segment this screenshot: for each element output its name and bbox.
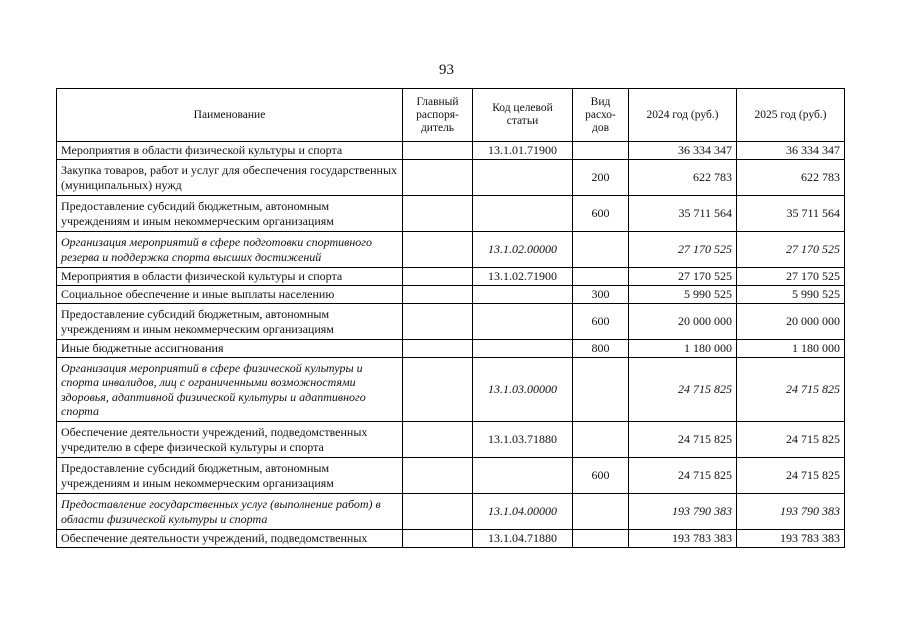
row-manager-cell	[403, 286, 473, 304]
row-amount-2024-cell: 35 711 564	[629, 196, 737, 232]
row-name-cell: Предоставление государственных услуг (выполнение работ) в области физической культуры и спорта	[57, 494, 403, 530]
row-name-cell: Мероприятия в области физической культуры и спорта	[57, 268, 403, 286]
row-expense-kind-cell	[573, 530, 629, 548]
row-name-cell: Предоставление субсидий бюджетным, автономным учреждениям и иным некоммерческим организациям	[57, 304, 403, 340]
row-amount-2024-cell: 1 180 000	[629, 340, 737, 358]
row-amount-2025-cell: 5 990 525	[737, 286, 845, 304]
header-2024: 2024 год (руб.)	[629, 89, 737, 142]
row-target-code-cell	[473, 160, 573, 196]
row-target-code-cell	[473, 304, 573, 340]
row-name-cell: Предоставление субсидий бюджетным, автономным учреждениям и иным некоммерческим организациям	[57, 196, 403, 232]
row-amount-2025-cell: 27 170 525	[737, 268, 845, 286]
row-amount-2024-cell: 27 170 525	[629, 232, 737, 268]
row-manager-cell	[403, 196, 473, 232]
table-row	[57, 340, 845, 358]
row-target-code-cell: 13.1.03.00000	[473, 358, 573, 422]
row-manager-cell	[403, 422, 473, 458]
row-name-cell: Обеспечение деятельности учреждений, подведомственных учредителю в сфере физической культуры и спорта	[57, 422, 403, 458]
row-name-cell: Предоставление субсидий бюджетным, автономным учреждениям и иным некоммерческим организациям	[57, 458, 403, 494]
row-amount-2025-cell: 36 334 347	[737, 142, 845, 160]
row-amount-2024-cell: 36 334 347	[629, 142, 737, 160]
row-expense-kind-cell	[573, 358, 629, 422]
table-row	[57, 494, 845, 530]
row-amount-2024-cell: 24 715 825	[629, 422, 737, 458]
row-target-code-cell	[473, 458, 573, 494]
table-row	[57, 422, 845, 458]
table-row	[57, 160, 845, 196]
table-row	[57, 530, 845, 548]
row-amount-2025-cell: 24 715 825	[737, 358, 845, 422]
table-row	[57, 142, 845, 160]
table-header-row	[57, 89, 845, 142]
row-amount-2025-cell: 20 000 000	[737, 304, 845, 340]
row-name-cell: Организация мероприятий в сфере физической культуры и спорта инвалидов, лиц с ограниченными возможностями здоровья, адаптивной физической культуры и адаптивного спорта	[57, 358, 403, 422]
row-expense-kind-cell	[573, 422, 629, 458]
page-number: 93	[439, 62, 454, 78]
row-target-code-cell	[473, 196, 573, 232]
table-row	[57, 268, 845, 286]
row-expense-kind-cell	[573, 142, 629, 160]
row-amount-2025-cell: 622 783	[737, 160, 845, 196]
header-expense-kind: Вид расхо-дов	[573, 89, 629, 142]
row-name-cell: Иные бюджетные ассигнования	[57, 340, 403, 358]
row-manager-cell	[403, 458, 473, 494]
table-row	[57, 304, 845, 340]
row-expense-kind-cell: 600	[573, 458, 629, 494]
header-2025: 2025 год (руб.)	[737, 89, 845, 142]
row-name-cell: Закупка товаров, работ и услуг для обеспечения государственных (муниципальных) нужд	[57, 160, 403, 196]
row-target-code-cell: 13.1.04.71880	[473, 530, 573, 548]
row-expense-kind-cell: 300	[573, 286, 629, 304]
row-amount-2025-cell: 24 715 825	[737, 422, 845, 458]
row-name-cell: Организация мероприятий в сфере подготовки спортивного резерва и поддержка спорта высших достижений	[57, 232, 403, 268]
row-target-code-cell: 13.1.01.71900	[473, 142, 573, 160]
row-manager-cell	[403, 304, 473, 340]
row-amount-2024-cell: 5 990 525	[629, 286, 737, 304]
row-name-cell: Мероприятия в области физической культуры и спорта	[57, 142, 403, 160]
header-main-manager: Главный распоря-дитель	[403, 89, 473, 142]
row-manager-cell	[403, 142, 473, 160]
row-amount-2024-cell: 622 783	[629, 160, 737, 196]
row-target-code-cell: 13.1.02.71900	[473, 268, 573, 286]
row-target-code-cell: 13.1.03.71880	[473, 422, 573, 458]
header-name: Паименование	[57, 89, 403, 142]
row-manager-cell	[403, 268, 473, 286]
table-row	[57, 458, 845, 494]
row-amount-2024-cell: 193 790 383	[629, 494, 737, 530]
row-amount-2025-cell: 35 711 564	[737, 196, 845, 232]
row-expense-kind-cell: 800	[573, 340, 629, 358]
row-name-cell: Социальное обеспечение и иные выплаты населению	[57, 286, 403, 304]
row-target-code-cell: 13.1.04.00000	[473, 494, 573, 530]
table-row	[57, 232, 845, 268]
row-amount-2024-cell: 193 783 383	[629, 530, 737, 548]
row-target-code-cell	[473, 286, 573, 304]
table-body	[57, 142, 845, 548]
table-row	[57, 358, 845, 422]
row-expense-kind-cell: 600	[573, 196, 629, 232]
row-name-cell: Обеспечение деятельности учреждений, подведомственных	[57, 530, 403, 548]
row-amount-2024-cell: 24 715 825	[629, 358, 737, 422]
row-amount-2025-cell: 1 180 000	[737, 340, 845, 358]
row-manager-cell	[403, 340, 473, 358]
row-amount-2024-cell: 20 000 000	[629, 304, 737, 340]
row-expense-kind-cell: 200	[573, 160, 629, 196]
row-manager-cell	[403, 358, 473, 422]
row-amount-2025-cell: 193 783 383	[737, 530, 845, 548]
row-amount-2025-cell: 27 170 525	[737, 232, 845, 268]
row-manager-cell	[403, 160, 473, 196]
row-target-code-cell	[473, 340, 573, 358]
row-expense-kind-cell	[573, 268, 629, 286]
budget-table	[56, 88, 845, 548]
row-amount-2025-cell: 193 790 383	[737, 494, 845, 530]
row-target-code-cell: 13.1.02.00000	[473, 232, 573, 268]
header-target-code: Код целевой статьи	[473, 89, 573, 142]
row-manager-cell	[403, 232, 473, 268]
table-row	[57, 286, 845, 304]
row-amount-2024-cell: 27 170 525	[629, 268, 737, 286]
row-expense-kind-cell	[573, 232, 629, 268]
row-amount-2025-cell: 24 715 825	[737, 458, 845, 494]
row-manager-cell	[403, 530, 473, 548]
row-amount-2024-cell: 24 715 825	[629, 458, 737, 494]
table-row	[57, 196, 845, 232]
row-manager-cell	[403, 494, 473, 530]
row-expense-kind-cell: 600	[573, 304, 629, 340]
row-expense-kind-cell	[573, 494, 629, 530]
